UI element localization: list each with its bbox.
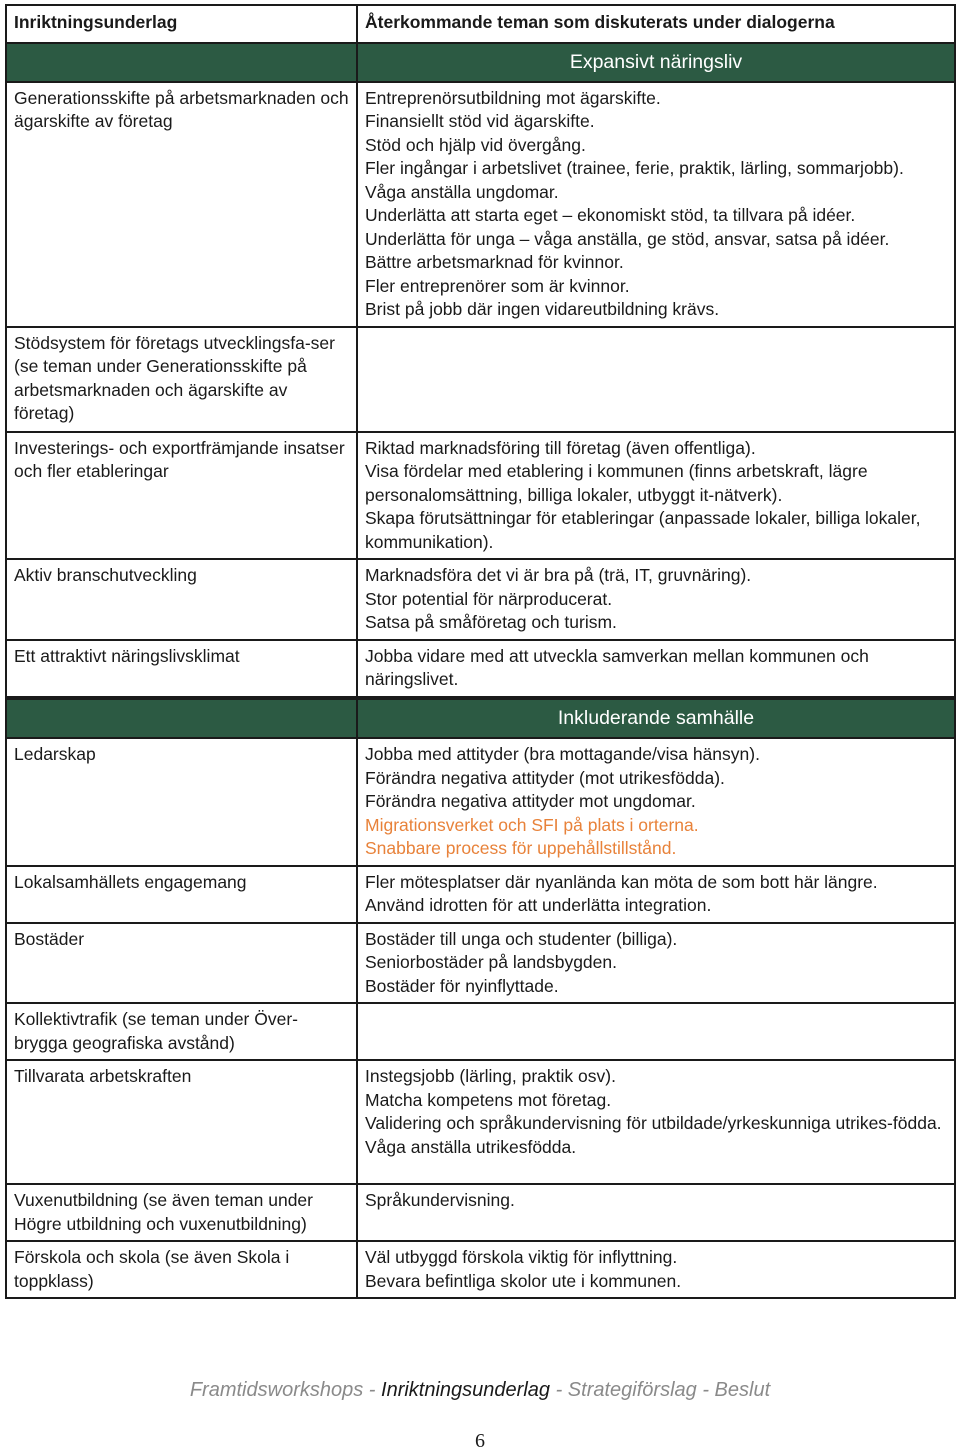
list-item: Bättre arbetsmarknad för kvinnor.: [365, 252, 624, 272]
items-cell: [357, 82, 955, 327]
topic-cell: Investerings- och exportfrämjande insatser och fler etableringar: [6, 432, 357, 560]
topic-cell: Bostäder: [6, 923, 357, 1004]
items-cell: [357, 327, 955, 432]
list-item: Underlätta att starta eget – ekonomiskt stöd, ta tillvara på idéer.: [365, 205, 856, 225]
section-band-empty: [6, 699, 357, 738]
items-cell: [357, 559, 955, 640]
section-band: [6, 43, 955, 82]
footer-nav-item-current: Inriktningsunderlag: [381, 1379, 551, 1401]
topic-cell: Ett attraktivt näringslivsklimat: [6, 640, 357, 697]
topic-cell: Generationsskifte på arbetsmarknaden och ägarskifte av företag: [6, 82, 357, 327]
list-item: Skapa förutsättningar för etableringar (anpassade lokaler, billiga lokaler, kommunikation).: [365, 508, 921, 552]
items-cell: [357, 1184, 955, 1241]
section-band-empty: [6, 43, 357, 82]
list-item: Instegsjobb (lärling, praktik osv).: [365, 1066, 616, 1086]
items-cell: [357, 1241, 955, 1298]
topic-cell: Stödsystem för företags utvecklingsfa-ser (se teman under Generationsskifte på arbetsmarknaden och ägarskifte av företag): [6, 327, 357, 432]
items-cell: [357, 866, 955, 923]
footer-separator: -: [696, 1379, 715, 1401]
list-item: Satsa på småföretag och turism.: [365, 612, 617, 632]
items-cell: [357, 1003, 955, 1060]
topic-cell: Förskola och skola (se även Skola i toppklass): [6, 1241, 357, 1298]
table-row: [6, 82, 955, 327]
items-cell: [357, 640, 955, 697]
section-title: Inkluderande samhälle: [357, 699, 955, 738]
list-item: Fler entreprenörer som är kvinnor.: [365, 275, 630, 296]
list-item: Fler ingångar i arbetslivet (trainee, ferie, praktik, lärling, sommarjobb).: [365, 158, 904, 178]
list-item: Förändra negativa attityder (mot utrikesfödda).: [365, 767, 725, 788]
topic-cell: Kollektivtrafik (se teman under Över-brygga geografiska avstånd): [6, 1003, 357, 1060]
footer-separator: -: [550, 1379, 568, 1401]
list-item: Väl utbyggd förskola viktig för inflyttning.: [365, 1247, 678, 1267]
footer-nav-item: Framtidsworkshops: [189, 1379, 364, 1401]
list-item: Använd idrotten för att underlätta integration.: [365, 895, 712, 915]
list-item: Underlätta för unga – våga anställa, ge stöd, ansvar, satsa på idéer.: [365, 228, 890, 249]
list-item: Matcha kompetens mot företag.: [365, 1089, 612, 1110]
header-row: [6, 5, 955, 43]
list-item: Våga anställa utrikesfödda.: [365, 1136, 577, 1157]
items-cell: [357, 738, 955, 866]
list-item: Riktad marknadsföring till företag (även offentliga).: [365, 437, 756, 458]
footer-nav-item: Beslut: [714, 1379, 771, 1401]
list-item: Marknadsföra det vi är bra på (trä, IT, gruvnäring).: [365, 565, 752, 585]
table-row: [6, 1060, 955, 1184]
list-item: Brist på jobb där ingen vidareutbildning krävs.: [365, 299, 720, 319]
list-item: Entreprenörsutbildning mot ägarskifte.: [365, 87, 661, 108]
table-row: [6, 327, 955, 432]
page-number: 6: [475, 1430, 485, 1452]
table-row: [6, 1184, 955, 1241]
list-item: Stor potential för närproducerat.: [365, 588, 613, 609]
items-cell: [357, 923, 955, 1004]
list-item: Fler mötesplatser där nyanlända kan möta de som bott här längre.: [365, 871, 878, 892]
footer-separator: -: [363, 1379, 382, 1401]
list-item: Bostäder för nyinflyttade.: [365, 975, 559, 996]
list-item: Våga anställa ungdomar.: [365, 181, 559, 202]
header-right: Återkommande teman som diskuterats under dialogerna: [357, 5, 955, 43]
expansivt-naringsliv-table: [5, 4, 956, 698]
items-cell: [357, 1060, 955, 1184]
list-item: Språkundervisning.: [365, 1190, 515, 1210]
section-band: [6, 699, 955, 738]
list-item: Visa fördelar med etablering i kommunen (finns arbetskraft, lägre personalomsättning, billiga lokaler, utbyggt it-nätverk).: [365, 461, 868, 505]
list-item: Jobba vidare med att utveckla samverkan mellan kommunen och näringslivet.: [365, 645, 869, 689]
list-item: Förändra negativa attityder mot ungdomar.: [365, 791, 696, 811]
table-row: [6, 640, 955, 697]
list-item: Bevara befintliga skolor ute i kommunen.: [365, 1270, 682, 1291]
items-cell: [357, 432, 955, 560]
table-row: [6, 432, 955, 560]
topic-cell: Tillvarata arbetskraften: [6, 1060, 357, 1184]
topic-cell: Vuxenutbildning (se även teman under Högre utbildning och vuxenutbildning): [6, 1184, 357, 1241]
topic-cell: Ledarskap: [6, 738, 357, 866]
list-item: Finansiellt stöd vid ägarskifte.: [365, 111, 595, 131]
highlight-item: Snabbare process för uppehållstillstånd.: [365, 838, 677, 858]
table-row: [6, 1003, 955, 1060]
table-row: [6, 923, 955, 1004]
section-title: Expansivt näringsliv: [357, 43, 955, 82]
list-item: Jobba med attityder (bra mottagande/visa hänsyn).: [365, 744, 760, 764]
inkluderande-samhalle-table: [5, 698, 956, 1299]
table-row: [6, 866, 955, 923]
table-row: [6, 738, 955, 866]
footer-nav-item: Strategiförslag: [567, 1379, 697, 1401]
list-item: Stöd och hjälp vid övergång.: [365, 134, 586, 155]
footer-nav: [0, 1379, 960, 1402]
header-left: Inriktningsunderlag: [6, 5, 357, 43]
list-item: Validering och språkundervisning för utbildade/yrkeskunniga utrikes-födda.: [365, 1113, 942, 1133]
table-row: [6, 1241, 955, 1298]
topic-cell: Lokalsamhällets engagemang: [6, 866, 357, 923]
highlight-item: Migrationsverket och SFI på plats i orterna.: [365, 814, 699, 835]
table-row: [6, 559, 955, 640]
list-item: Seniorbostäder på landsbygden.: [365, 952, 617, 972]
topic-cell: Aktiv branschutveckling: [6, 559, 357, 640]
list-item: Bostäder till unga och studenter (billiga).: [365, 928, 678, 949]
